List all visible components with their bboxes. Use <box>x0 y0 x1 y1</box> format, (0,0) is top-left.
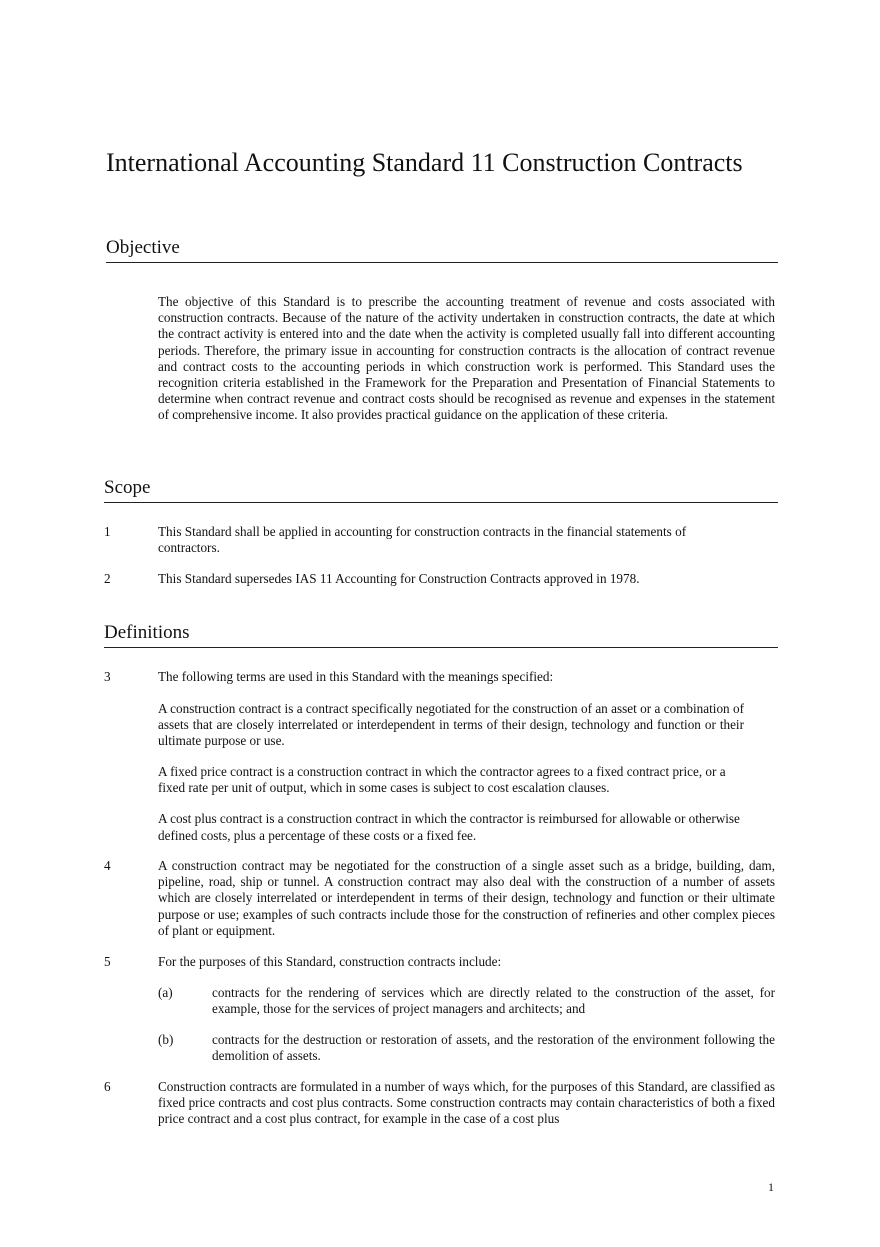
list-item-label: (a) <box>158 985 173 1000</box>
paragraph-number: 1 <box>104 524 111 539</box>
paragraph-number: 2 <box>104 571 111 586</box>
document-title: International Accounting Standard 11 Construction Contracts <box>106 148 743 177</box>
scope-paragraph-1: This Standard shall be applied in accounting for construction contracts in the financial statements of contractors. <box>158 524 687 556</box>
list-item-text: contracts for the destruction or restoration of assets, and the restoration of the environment following the demolition of assets. <box>212 1032 775 1064</box>
paragraph-4-text: A construction contract may be negotiated for the construction of a single asset such as a bridge, building, dam, pipeline, road, ship or tunnel. A construction contract may also deal with the construction of a number of assets which are closely interrelated or interdependent in terms of their design, technology and function or their ultimate purpose or use; examples of such contracts include those for the construction of refineries and other complex pieces of plant or equipment. <box>158 858 775 938</box>
definition-fixed-price-contract: A fixed price contract is a construction contract in which the contractor agrees to a fixed contract price, or a fixed rate per unit of output, which in some cases is subject to cost escalation clauses. <box>158 764 726 796</box>
definition-cost-plus-contract: A cost plus contract is a construction contract in which the contractor is reimbursed for allowable or otherwise defined costs, plus a percentage of these costs or a fixed fee. <box>158 811 740 843</box>
paragraph-6-text: Construction contracts are formulated in a number of ways which, for the purposes of this Standard, are classified as fixed price contracts and cost plus contracts. Some construction contracts may contain characteristics of both a fixed price contract and a cost plus contract, for example in the case of a cost plus <box>158 1079 775 1127</box>
paragraph-number: 5 <box>104 954 111 969</box>
list-item-text: contracts for the rendering of services which are directly related to the construction of the asset, for example, those for the services of project managers and architects; and <box>212 985 775 1017</box>
paragraph-number: 4 <box>104 858 111 873</box>
page-number: 1 <box>768 1180 774 1194</box>
definitions-intro: The following terms are used in this Standard with the meanings specified: <box>158 669 554 684</box>
objective-heading: Objective <box>106 236 778 263</box>
scope-heading: Scope <box>104 476 778 503</box>
scope-paragraph-2: This Standard supersedes IAS 11 Accounting for Construction Contracts approved in 1978. <box>158 571 640 586</box>
paragraph-number: 6 <box>104 1079 111 1094</box>
definitions-heading: Definitions <box>104 621 778 648</box>
list-item-label: (b) <box>158 1032 174 1047</box>
paragraph-5-intro: For the purposes of this Standard, construction contracts include: <box>158 954 502 969</box>
paragraph-number: 3 <box>104 669 111 684</box>
objective-text: The objective of this Standard is to prescribe the accounting treatment of revenue and costs associated with construction contracts. Because of the nature of the activity undertaken in construction contracts, the date at which the contract activity is entered into and the date when the activity is completed usually fall into different accounting periods. Therefore, the primary issue in accounting for construction contracts is the allocation of contract revenue and contract costs to the accounting periods in which construction work is performed. This Standard uses the recognition criteria established in the Framework for the Preparation and Presentation of Financial Statements to determine when contract revenue and contract costs should be recognised as revenue and expenses in the statement of comprehensive income. It also provides practical guidance on the application of these criteria. <box>158 294 775 423</box>
definition-construction-contract: A construction contract is a contract specifically negotiated for the construction of an asset or a combination of assets that are closely interrelated or interdependent in terms of their design, technology and function or their ultimate purpose or use. <box>158 701 744 749</box>
